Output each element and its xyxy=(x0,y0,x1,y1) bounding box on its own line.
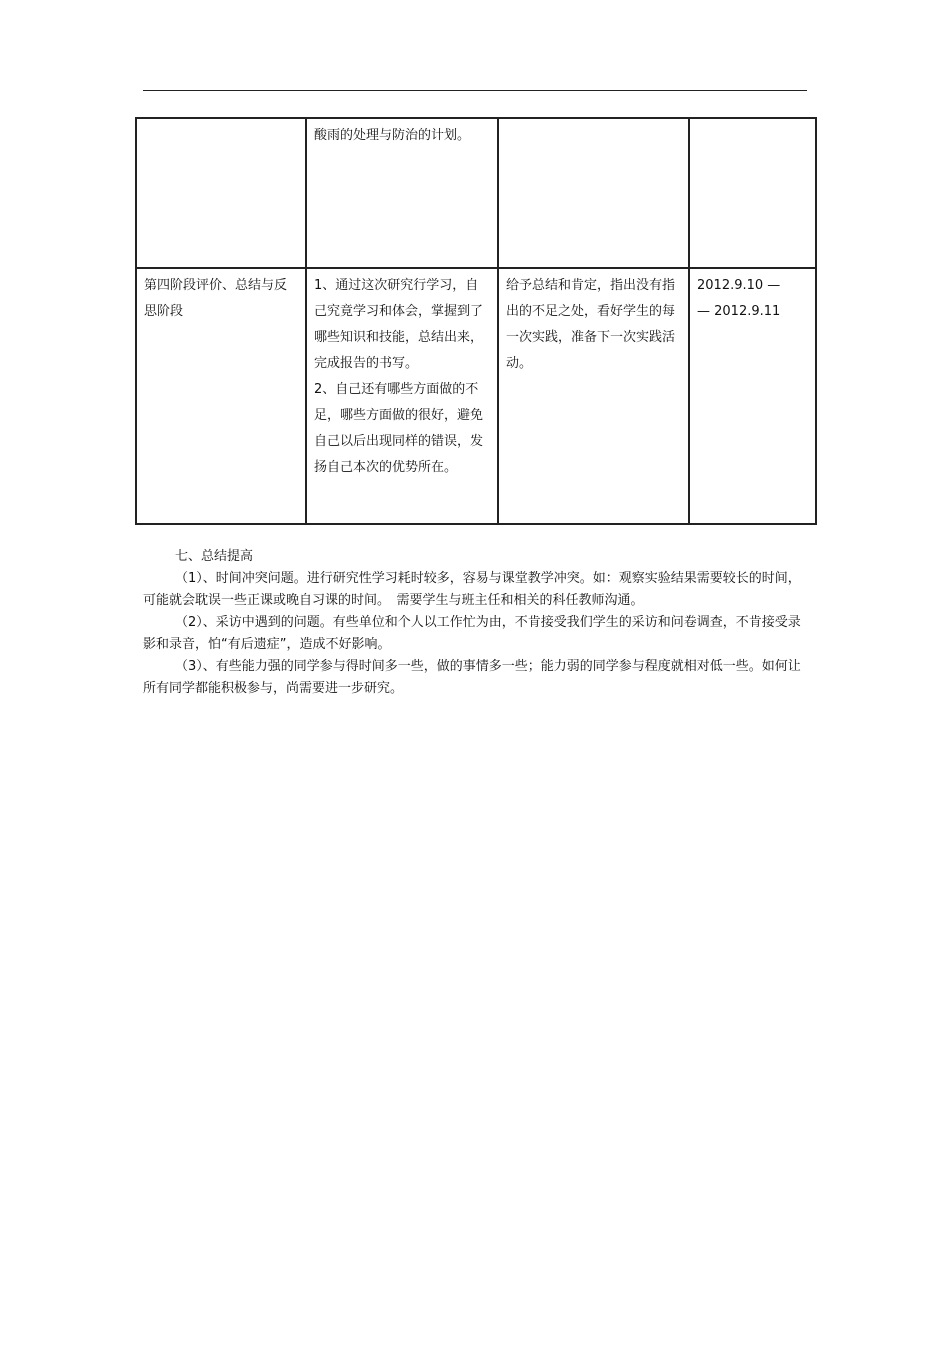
summary-paragraph-1: （1）、时间冲突问题。进行研究性学习耗时较多，容易与课堂教学冲突。如：观察实验结果需要较长的时间， 可能就会耽误一些正课或晚自习课的时间。 需要学生与班主任和相关的科任教师沟通。 xyxy=(143,571,808,608)
guidance-cell xyxy=(498,268,689,524)
table-row xyxy=(136,268,816,524)
content-item-2: 2、自己还有哪些方面做的不足，哪些方面做的很好，避免自己以后出现同样的错误，发扬自己本次的优势所在。 xyxy=(314,382,484,475)
summary-paragraph-3: （3）、有些能力强的同学参与得时间多一些，做的事情多一些；能力弱的同学参与程度就相对低一些。如何让所有同学都能积极参与，尚需要进一步研究。 xyxy=(143,659,801,696)
guidance-cell xyxy=(498,118,689,268)
content-cell xyxy=(306,118,498,268)
time-cell xyxy=(689,118,816,268)
time-end: — 2012.9.11 xyxy=(697,304,781,319)
summary-heading: 七、总结提高 xyxy=(175,549,254,564)
time-start: 2012.9.10 — xyxy=(697,278,781,293)
stage-cell xyxy=(136,268,306,524)
activity-plan-table xyxy=(135,117,817,525)
table-row xyxy=(136,118,816,268)
summary-section xyxy=(143,546,807,700)
time-cell xyxy=(689,268,816,524)
header-rule xyxy=(143,90,807,91)
content-text: 酸雨的处理与防治的计划。 xyxy=(314,128,471,143)
stage-cell xyxy=(136,118,306,268)
summary-paragraph-2: （2）、采访中遇到的问题。有些单位和个人以工作忙为由，不肯接受我们学生的采访和问卷调查，不肯接受录影和录音，怕“有后遗症”，造成不好影响。 xyxy=(143,615,801,652)
content-item-1: 1、通过这次研究行学习，自己究竟学习和体会，掌握到了哪些知识和技能，总结出来，完成报告的书写。 xyxy=(314,278,484,371)
stage-text: 第四阶段评价、总结与反思阶段 xyxy=(144,278,288,319)
guidance-text: 给予总结和肯定，指出没有指出的不足之处，看好学生的每一次实践，准备下一次实践活动。 xyxy=(506,278,676,371)
content-cell xyxy=(306,268,498,524)
